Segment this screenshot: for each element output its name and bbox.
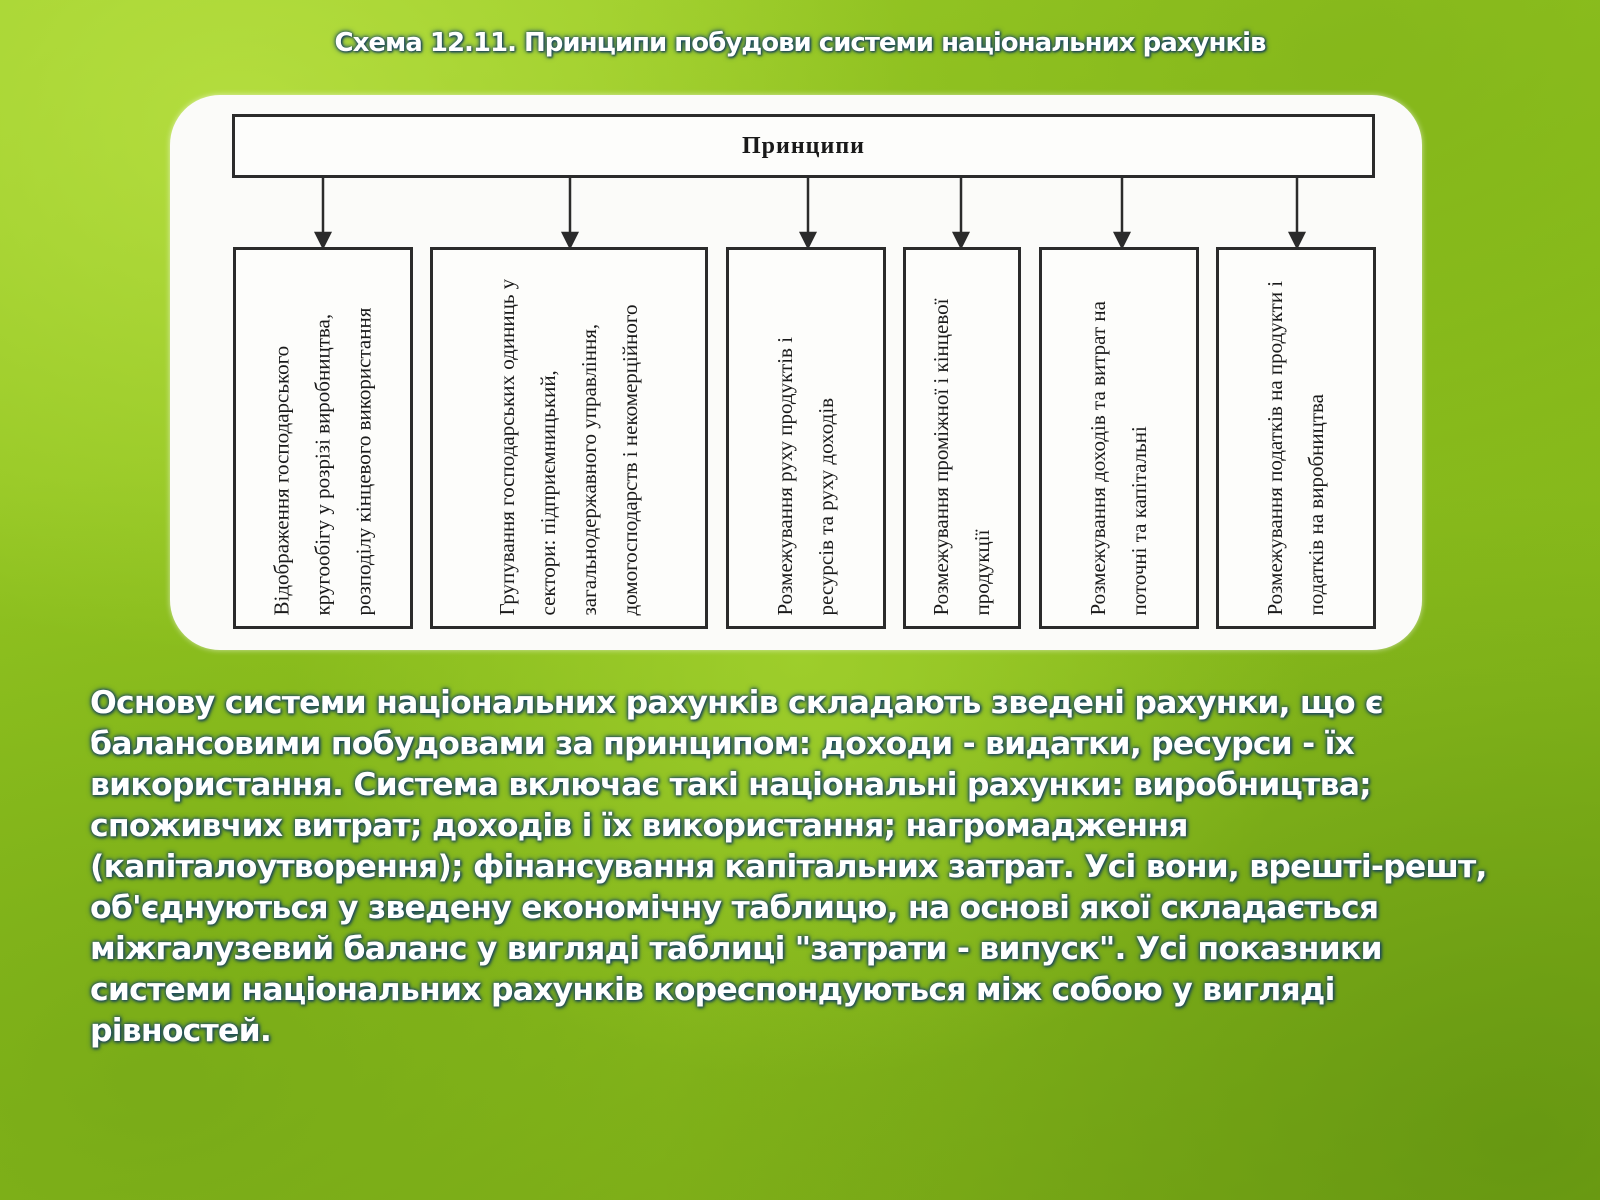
arrow-head-6 xyxy=(1290,233,1304,247)
principle-box-4 xyxy=(903,247,1021,629)
body-paragraph: Основу системи національних рахунків складають зведені рахунки, що є балансовими побудовами за принципом: доходи - видатки, ресурси - їх використання. Система включає такі національні рахунки: виробництва; споживчих витрат; доходів і їх використання; нагромадження (капіталоутворення); фінансування капітальних затрат. Усі вони, врешті-решт, об'єднуються у зведену економічну таблицю, на основі якої складається міжгалузевий баланс у вигляді таблиці "затрати - випуск". Усі показники системи національних рахунків кореспондуються між собою у вигляді рівностей. xyxy=(90,685,1487,1049)
arrow-head-1 xyxy=(316,233,330,247)
arrow-head-3 xyxy=(801,233,815,247)
root-node xyxy=(232,114,1375,178)
slide-title: Схема 12.11. Принципи побудови системи національних рахунків xyxy=(334,28,1266,58)
principle-box-2 xyxy=(430,247,708,629)
principle-label-2: Групування господарських одиниць у сектори: підприємницький, загальнодержавного управління, домогосподарств і некомерційного xyxy=(495,278,642,616)
root-label: Принципи xyxy=(742,132,865,159)
arrow-head-5 xyxy=(1115,233,1129,247)
arrow-head-2 xyxy=(563,233,577,247)
principle-label-5: Розмежування доходів та витрат на поточні та капітальні xyxy=(1086,301,1151,616)
principle-box-6 xyxy=(1216,247,1376,629)
arrow-head-4 xyxy=(954,233,968,247)
principle-box-5 xyxy=(1039,247,1199,629)
principle-label-4: Розмежування проміжної і кінцевої продукції xyxy=(929,298,994,616)
principle-label-3: Розмежування руху продуктів і ресурсів та руху доходів xyxy=(773,336,838,616)
principle-label-1: Відображення господарського кругообігу у розрізі виробництва, розподілу кінцевого використання xyxy=(269,307,376,616)
principle-box-3 xyxy=(726,247,886,629)
principle-label-6: Розмежування податків на продукти і податків на виробництва xyxy=(1263,280,1328,616)
principle-box-1 xyxy=(233,247,413,629)
